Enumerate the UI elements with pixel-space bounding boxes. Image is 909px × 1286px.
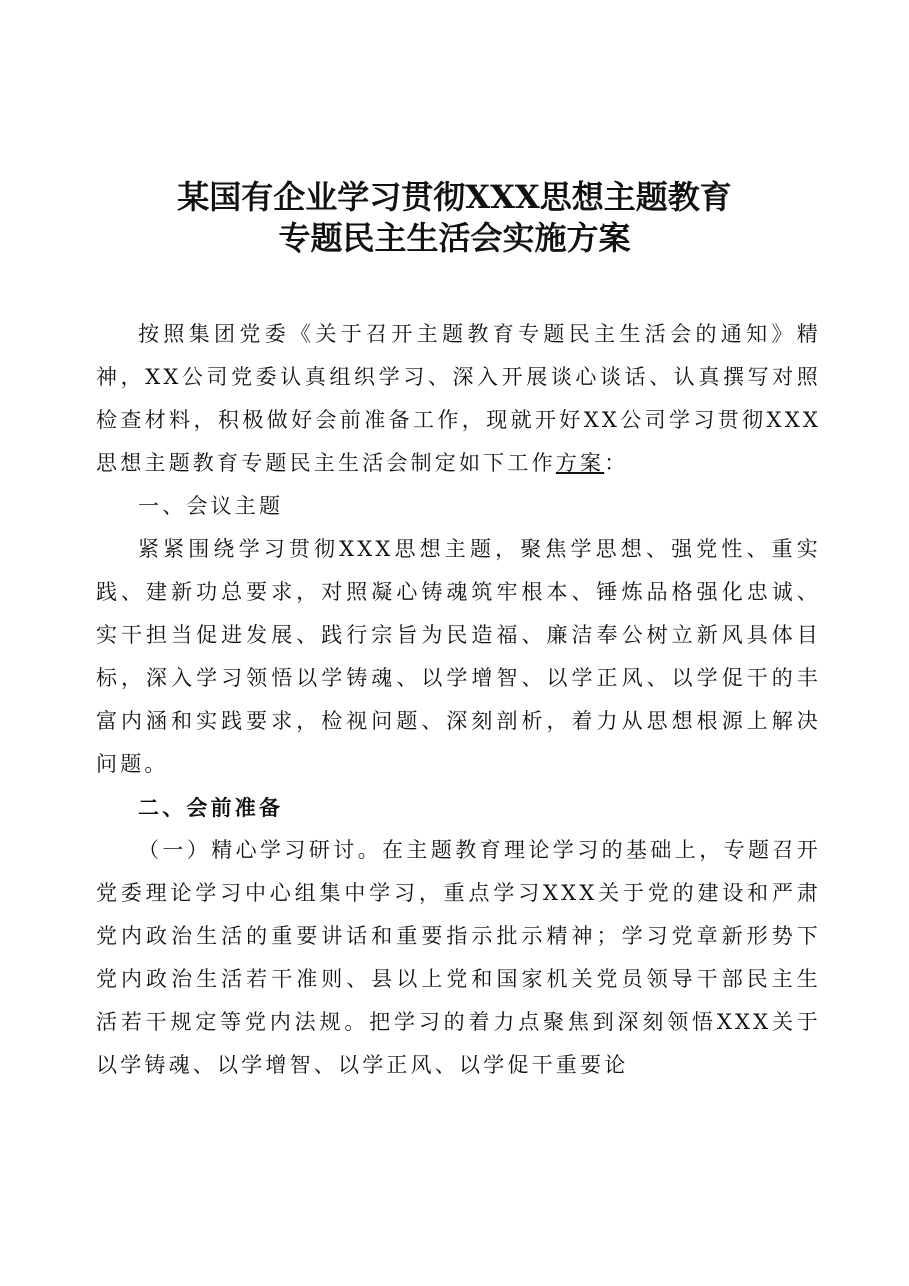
section-1-heading: 一、会议主题	[138, 494, 284, 518]
section-1-paragraph: 紧紧围绕学习贯彻XXX思想主题，聚焦学思想、强党性、重实践、建新功总要求，对照凝心铸魂筑牢根本、锤炼品格强化忠诚、实干担当促进发展、践行宗旨为民造福、廉洁奉公树立新风具体目标，深入学习领悟以学铸魂、以学增智、以学正风、以学促干的丰富内涵和实践要求，检视问题、深刻剖析，着力从思想根源上解决问题。	[96, 537, 821, 776]
section-2-item-1-paragraph: （一）精心学习研讨。在主题教育理论学习的基础上，专题召开党委理论学习中心组集中学习，重点学习XXX关于党的建设和严肃党内政治生活的重要讲话和重要指示批示精神；学习党章新形势下党内政治生活若干准则、县以上党和国家机关党员领导干部民主生活若干规定等党内法规。把学习的着力点聚焦到深刻领悟XXX关于以学铸魂、以学增智、以学正风、以学促干重要论	[96, 838, 821, 1077]
document-title-line-1: 某国有企业学习贯彻XXX思想主题教育	[177, 178, 732, 216]
intro-link-text: 方案	[555, 451, 605, 475]
intro-paragraph	[96, 313, 821, 485]
intro-text: 按照集团党委《关于召开主题教育专题民主生活会的通知》精神，XX公司党委认真组织学习、深入开展谈心谈话、认真撰写对照检查材料，积极做好会前准备工作，现就开好XX公司学习贯彻XXX思想主题教育专题民主生活会制定如下工作	[96, 322, 821, 475]
intro-punctuation: ：	[604, 451, 629, 475]
document-body	[96, 313, 821, 1087]
section-2-heading: 二、会前准备	[138, 795, 284, 820]
document-title-line-2: 专题民主生活会实施方案	[278, 219, 631, 257]
